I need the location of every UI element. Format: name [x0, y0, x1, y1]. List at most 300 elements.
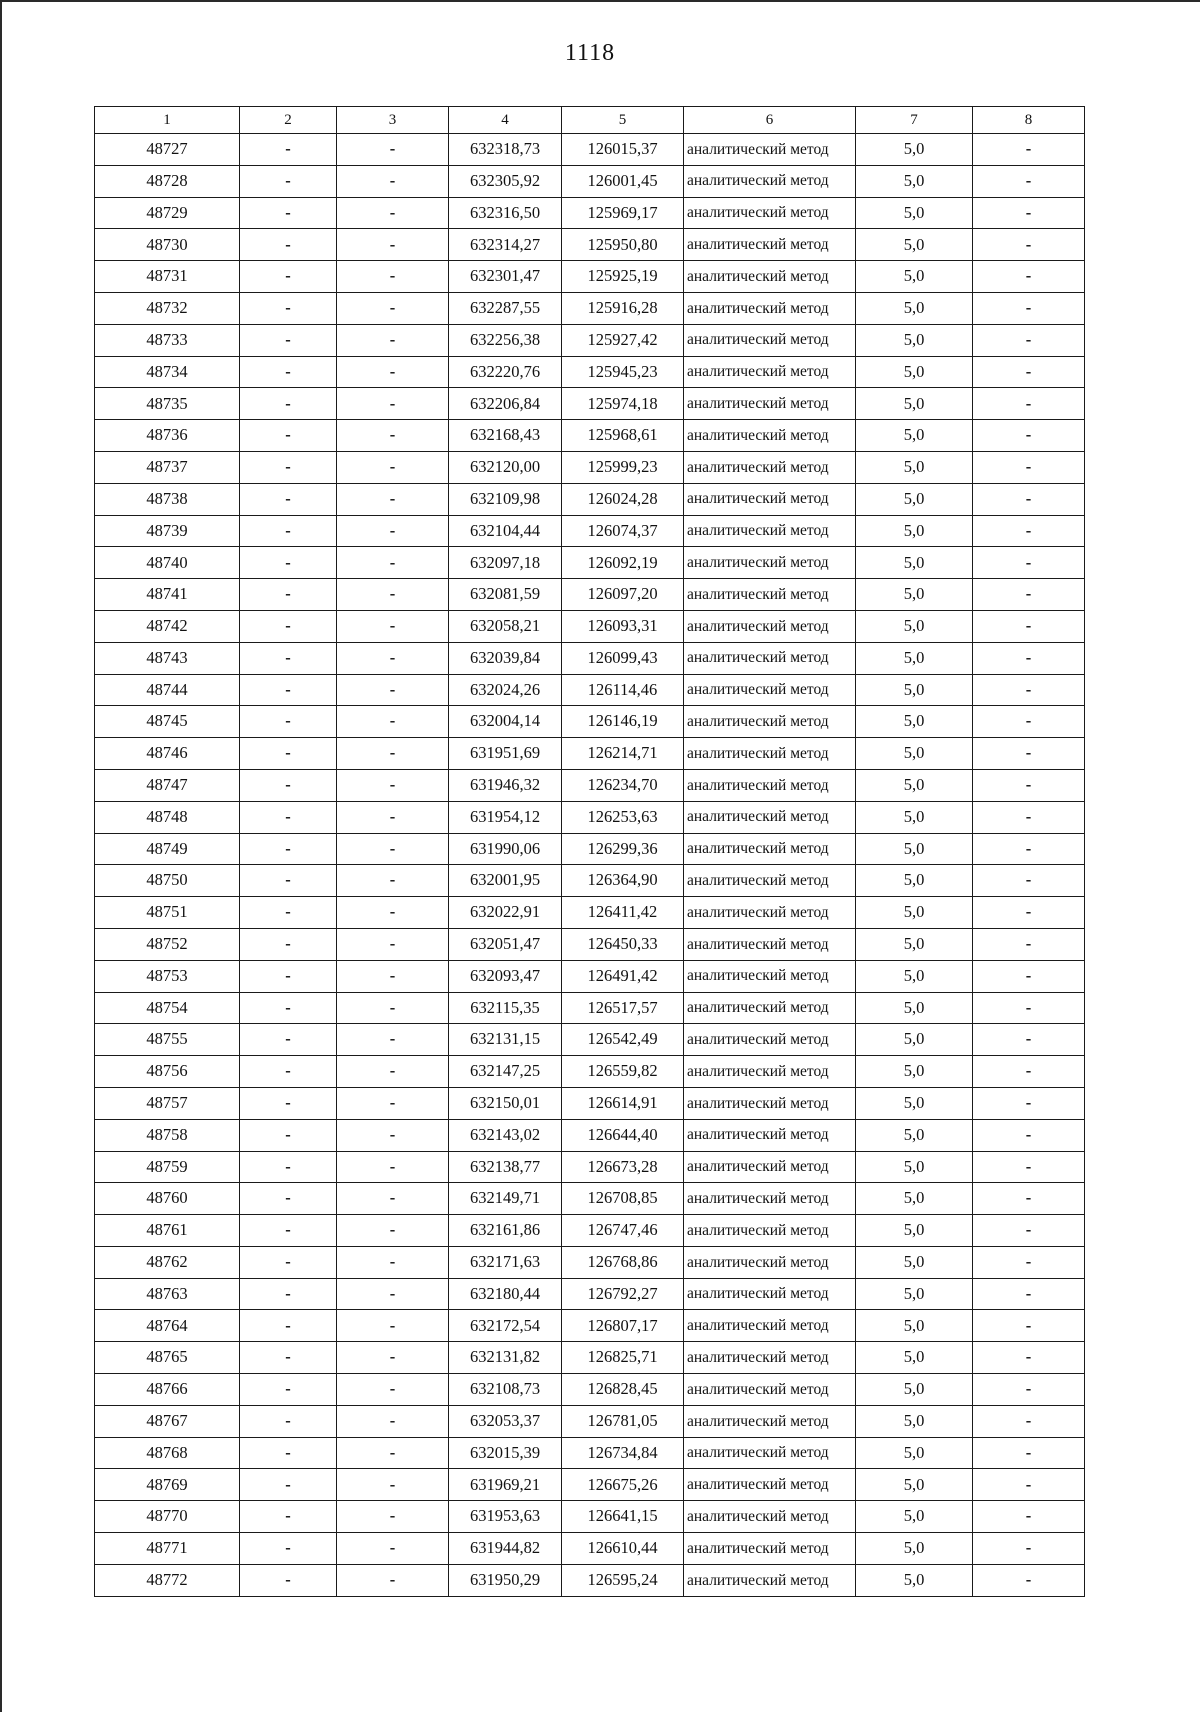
column-3-value: -	[337, 1564, 449, 1596]
column-2-value: -	[240, 1374, 337, 1406]
coordinate-y: 126517,57	[562, 992, 684, 1024]
method: аналитический метод	[684, 1437, 856, 1469]
coordinate-y: 126099,43	[562, 642, 684, 674]
point-number: 48772	[95, 1564, 240, 1596]
coordinate-y: 125999,23	[562, 451, 684, 483]
column-2-value: -	[240, 706, 337, 738]
point-number: 48750	[95, 865, 240, 897]
column-8-value: -	[973, 1024, 1085, 1056]
column-2-value: -	[240, 1437, 337, 1469]
accuracy: 5,0	[856, 642, 973, 674]
column-3-value: -	[337, 1533, 449, 1565]
column-header: 1	[95, 107, 240, 134]
point-number: 48738	[95, 483, 240, 515]
column-2-value: -	[240, 865, 337, 897]
coordinate-x: 632022,91	[449, 897, 562, 929]
coordinate-y: 125927,42	[562, 324, 684, 356]
table-row	[95, 579, 1085, 611]
column-3-value: -	[337, 579, 449, 611]
column-8-value: -	[973, 1278, 1085, 1310]
column-header: 6	[684, 107, 856, 134]
column-3-value: -	[337, 515, 449, 547]
table-row	[95, 356, 1085, 388]
column-header: 2	[240, 107, 337, 134]
coordinate-x: 632131,82	[449, 1342, 562, 1374]
column-2-value: -	[240, 1056, 337, 1088]
coordinate-x: 631954,12	[449, 801, 562, 833]
coordinate-y: 126542,49	[562, 1024, 684, 1056]
coordinate-y: 126146,19	[562, 706, 684, 738]
column-2-value: -	[240, 1087, 337, 1119]
method: аналитический метод	[684, 1215, 856, 1247]
accuracy: 5,0	[856, 1215, 973, 1247]
table-row	[95, 483, 1085, 515]
column-8-value: -	[973, 1183, 1085, 1215]
method: аналитический метод	[684, 547, 856, 579]
method: аналитический метод	[684, 928, 856, 960]
column-2-value: -	[240, 833, 337, 865]
coordinate-x: 632256,38	[449, 324, 562, 356]
column-2-value: -	[240, 960, 337, 992]
accuracy: 5,0	[856, 928, 973, 960]
column-8-value: -	[973, 197, 1085, 229]
column-2-value: -	[240, 451, 337, 483]
coordinate-y: 125916,28	[562, 292, 684, 324]
point-number: 48742	[95, 610, 240, 642]
coordinate-y: 126074,37	[562, 515, 684, 547]
coordinate-x: 632150,01	[449, 1087, 562, 1119]
coordinate-y: 126768,86	[562, 1246, 684, 1278]
point-number: 48741	[95, 579, 240, 611]
method: аналитический метод	[684, 1087, 856, 1119]
column-8-value: -	[973, 769, 1085, 801]
coordinate-x: 632097,18	[449, 547, 562, 579]
point-number: 48757	[95, 1087, 240, 1119]
accuracy: 5,0	[856, 674, 973, 706]
method: аналитический метод	[684, 1024, 856, 1056]
table-row	[95, 451, 1085, 483]
column-3-value: -	[337, 451, 449, 483]
table-row	[95, 1215, 1085, 1247]
column-8-value: -	[973, 610, 1085, 642]
coordinate-x: 631953,63	[449, 1501, 562, 1533]
column-3-value: -	[337, 1310, 449, 1342]
coordinate-x: 631951,69	[449, 738, 562, 770]
table-header-row	[95, 107, 1085, 134]
column-3-value: -	[337, 134, 449, 166]
accuracy: 5,0	[856, 1183, 973, 1215]
method: аналитический метод	[684, 960, 856, 992]
column-8-value: -	[973, 1087, 1085, 1119]
point-number: 48749	[95, 833, 240, 865]
column-8-value: -	[973, 324, 1085, 356]
column-2-value: -	[240, 197, 337, 229]
coordinate-x: 631944,82	[449, 1533, 562, 1565]
coordinate-y: 126559,82	[562, 1056, 684, 1088]
column-2-value: -	[240, 1564, 337, 1596]
column-3-value: -	[337, 769, 449, 801]
point-number: 48770	[95, 1501, 240, 1533]
table-row	[95, 292, 1085, 324]
column-header: 3	[337, 107, 449, 134]
column-8-value: -	[973, 292, 1085, 324]
table-row	[95, 134, 1085, 166]
column-8-value: -	[973, 579, 1085, 611]
table-row	[95, 928, 1085, 960]
coordinate-x: 632180,44	[449, 1278, 562, 1310]
column-3-value: -	[337, 356, 449, 388]
point-number: 48769	[95, 1469, 240, 1501]
point-number: 48766	[95, 1374, 240, 1406]
coordinates-table	[94, 106, 1085, 1597]
column-2-value: -	[240, 547, 337, 579]
table-row	[95, 801, 1085, 833]
accuracy: 5,0	[856, 992, 973, 1024]
accuracy: 5,0	[856, 1374, 973, 1406]
column-2-value: -	[240, 1501, 337, 1533]
coordinate-x: 632120,00	[449, 451, 562, 483]
column-2-value: -	[240, 769, 337, 801]
method: аналитический метод	[684, 992, 856, 1024]
table-row	[95, 769, 1085, 801]
accuracy: 5,0	[856, 1087, 973, 1119]
point-number: 48752	[95, 928, 240, 960]
table-row	[95, 706, 1085, 738]
column-3-value: -	[337, 642, 449, 674]
coordinate-x: 632287,55	[449, 292, 562, 324]
table-row	[95, 1246, 1085, 1278]
column-3-value: -	[337, 229, 449, 261]
column-3-value: -	[337, 483, 449, 515]
method: аналитический метод	[684, 420, 856, 452]
method: аналитический метод	[684, 483, 856, 515]
column-header: 8	[973, 107, 1085, 134]
coordinate-x: 632305,92	[449, 165, 562, 197]
column-8-value: -	[973, 674, 1085, 706]
column-2-value: -	[240, 1342, 337, 1374]
column-2-value: -	[240, 992, 337, 1024]
coordinate-x: 631950,29	[449, 1564, 562, 1596]
column-3-value: -	[337, 706, 449, 738]
point-number: 48731	[95, 261, 240, 293]
coordinate-y: 125969,17	[562, 197, 684, 229]
column-8-value: -	[973, 897, 1085, 929]
column-3-value: -	[337, 674, 449, 706]
column-8-value: -	[973, 1533, 1085, 1565]
coordinate-y: 126093,31	[562, 610, 684, 642]
column-2-value: -	[240, 1215, 337, 1247]
method: аналитический метод	[684, 261, 856, 293]
method: аналитический метод	[684, 738, 856, 770]
coordinate-y: 126825,71	[562, 1342, 684, 1374]
coordinate-y: 126614,91	[562, 1087, 684, 1119]
point-number: 48751	[95, 897, 240, 929]
accuracy: 5,0	[856, 1501, 973, 1533]
table-row	[95, 388, 1085, 420]
column-8-value: -	[973, 992, 1085, 1024]
point-number: 48739	[95, 515, 240, 547]
column-2-value: -	[240, 642, 337, 674]
method: аналитический метод	[684, 1405, 856, 1437]
column-2-value: -	[240, 420, 337, 452]
table-row	[95, 674, 1085, 706]
point-number: 48761	[95, 1215, 240, 1247]
coordinate-y: 126234,70	[562, 769, 684, 801]
column-2-value: -	[240, 1278, 337, 1310]
accuracy: 5,0	[856, 897, 973, 929]
column-8-value: -	[973, 1437, 1085, 1469]
column-3-value: -	[337, 324, 449, 356]
table-row	[95, 1501, 1085, 1533]
column-8-value: -	[973, 1564, 1085, 1596]
point-number: 48733	[95, 324, 240, 356]
column-8-value: -	[973, 483, 1085, 515]
accuracy: 5,0	[856, 1469, 973, 1501]
method: аналитический метод	[684, 356, 856, 388]
accuracy: 5,0	[856, 1405, 973, 1437]
page-border-top	[0, 0, 1200, 2]
coordinate-x: 632093,47	[449, 960, 562, 992]
column-2-value: -	[240, 674, 337, 706]
column-3-value: -	[337, 1405, 449, 1437]
column-8-value: -	[973, 420, 1085, 452]
point-number: 48759	[95, 1151, 240, 1183]
accuracy: 5,0	[856, 451, 973, 483]
column-3-value: -	[337, 1119, 449, 1151]
accuracy: 5,0	[856, 229, 973, 261]
table-row	[95, 642, 1085, 674]
accuracy: 5,0	[856, 292, 973, 324]
column-2-value: -	[240, 801, 337, 833]
table-row	[95, 515, 1085, 547]
point-number: 48771	[95, 1533, 240, 1565]
method: аналитический метод	[684, 388, 856, 420]
column-3-value: -	[337, 261, 449, 293]
point-number: 48746	[95, 738, 240, 770]
method: аналитический метод	[684, 451, 856, 483]
coordinate-y: 126644,40	[562, 1119, 684, 1151]
column-8-value: -	[973, 865, 1085, 897]
column-3-value: -	[337, 960, 449, 992]
column-8-value: -	[973, 1469, 1085, 1501]
coordinate-x: 632314,27	[449, 229, 562, 261]
column-2-value: -	[240, 483, 337, 515]
coordinate-y: 126491,42	[562, 960, 684, 992]
method: аналитический метод	[684, 134, 856, 166]
point-number: 48754	[95, 992, 240, 1024]
coordinate-x: 632081,59	[449, 579, 562, 611]
coordinate-y: 126747,46	[562, 1215, 684, 1247]
accuracy: 5,0	[856, 261, 973, 293]
coordinate-y: 125925,19	[562, 261, 684, 293]
table-row	[95, 547, 1085, 579]
method: аналитический метод	[684, 1310, 856, 1342]
accuracy: 5,0	[856, 1246, 973, 1278]
point-number: 48753	[95, 960, 240, 992]
point-number: 48763	[95, 1278, 240, 1310]
coordinate-y: 126595,24	[562, 1564, 684, 1596]
column-2-value: -	[240, 1469, 337, 1501]
column-3-value: -	[337, 928, 449, 960]
table-row	[95, 1437, 1085, 1469]
column-8-value: -	[973, 1215, 1085, 1247]
accuracy: 5,0	[856, 197, 973, 229]
column-3-value: -	[337, 1437, 449, 1469]
table-row	[95, 1087, 1085, 1119]
table-row	[95, 865, 1085, 897]
coordinate-y: 126015,37	[562, 134, 684, 166]
table-row	[95, 229, 1085, 261]
column-8-value: -	[973, 1151, 1085, 1183]
column-3-value: -	[337, 197, 449, 229]
method: аналитический метод	[684, 674, 856, 706]
accuracy: 5,0	[856, 165, 973, 197]
coordinate-y: 126734,84	[562, 1437, 684, 1469]
table-row	[95, 1342, 1085, 1374]
column-8-value: -	[973, 261, 1085, 293]
column-2-value: -	[240, 1405, 337, 1437]
table-row	[95, 738, 1085, 770]
method: аналитический метод	[684, 1564, 856, 1596]
coordinate-y: 126450,33	[562, 928, 684, 960]
column-8-value: -	[973, 642, 1085, 674]
coordinate-y: 126097,20	[562, 579, 684, 611]
coordinate-x: 632108,73	[449, 1374, 562, 1406]
method: аналитический метод	[684, 833, 856, 865]
accuracy: 5,0	[856, 515, 973, 547]
coordinate-y: 126092,19	[562, 547, 684, 579]
column-header: 5	[562, 107, 684, 134]
column-8-value: -	[973, 515, 1085, 547]
method: аналитический метод	[684, 1056, 856, 1088]
method: аналитический метод	[684, 1342, 856, 1374]
accuracy: 5,0	[856, 579, 973, 611]
table-row	[95, 420, 1085, 452]
column-3-value: -	[337, 865, 449, 897]
accuracy: 5,0	[856, 801, 973, 833]
column-3-value: -	[337, 897, 449, 929]
table-row	[95, 324, 1085, 356]
table-row	[95, 992, 1085, 1024]
point-number: 48728	[95, 165, 240, 197]
column-2-value: -	[240, 1024, 337, 1056]
column-8-value: -	[973, 451, 1085, 483]
column-2-value: -	[240, 1533, 337, 1565]
accuracy: 5,0	[856, 1533, 973, 1565]
point-number: 48760	[95, 1183, 240, 1215]
column-8-value: -	[973, 1501, 1085, 1533]
column-2-value: -	[240, 610, 337, 642]
coordinate-y: 126214,71	[562, 738, 684, 770]
column-8-value: -	[973, 1310, 1085, 1342]
coordinate-x: 632115,35	[449, 992, 562, 1024]
column-8-value: -	[973, 356, 1085, 388]
column-8-value: -	[973, 801, 1085, 833]
table-row	[95, 610, 1085, 642]
coordinate-x: 632172,54	[449, 1310, 562, 1342]
coordinate-x: 632131,15	[449, 1024, 562, 1056]
coordinate-y: 126641,15	[562, 1501, 684, 1533]
coordinate-y: 125974,18	[562, 388, 684, 420]
method: аналитический метод	[684, 865, 856, 897]
column-2-value: -	[240, 1151, 337, 1183]
column-8-value: -	[973, 738, 1085, 770]
accuracy: 5,0	[856, 1056, 973, 1088]
table-row	[95, 1405, 1085, 1437]
method: аналитический метод	[684, 165, 856, 197]
table-row	[95, 261, 1085, 293]
coordinate-x: 632147,25	[449, 1056, 562, 1088]
point-number: 48730	[95, 229, 240, 261]
column-8-value: -	[973, 1246, 1085, 1278]
point-number: 48737	[95, 451, 240, 483]
coordinate-y: 126792,27	[562, 1278, 684, 1310]
coordinate-x: 632001,95	[449, 865, 562, 897]
table-row	[95, 197, 1085, 229]
column-2-value: -	[240, 1119, 337, 1151]
point-number: 48743	[95, 642, 240, 674]
column-2-value: -	[240, 165, 337, 197]
coordinate-x: 632015,39	[449, 1437, 562, 1469]
column-2-value: -	[240, 388, 337, 420]
method: аналитический метод	[684, 515, 856, 547]
point-number: 48727	[95, 134, 240, 166]
point-number: 48734	[95, 356, 240, 388]
accuracy: 5,0	[856, 960, 973, 992]
column-3-value: -	[337, 1342, 449, 1374]
coordinate-x: 632051,47	[449, 928, 562, 960]
column-3-value: -	[337, 1087, 449, 1119]
accuracy: 5,0	[856, 1119, 973, 1151]
column-2-value: -	[240, 928, 337, 960]
column-2-value: -	[240, 738, 337, 770]
method: аналитический метод	[684, 1374, 856, 1406]
coordinate-x: 632053,37	[449, 1405, 562, 1437]
method: аналитический метод	[684, 324, 856, 356]
column-8-value: -	[973, 706, 1085, 738]
table-row	[95, 1056, 1085, 1088]
column-8-value: -	[973, 1374, 1085, 1406]
column-3-value: -	[337, 801, 449, 833]
coordinate-x: 632206,84	[449, 388, 562, 420]
column-3-value: -	[337, 292, 449, 324]
point-number: 48756	[95, 1056, 240, 1088]
table-row	[95, 1469, 1085, 1501]
column-3-value: -	[337, 388, 449, 420]
table-row	[95, 1024, 1085, 1056]
column-3-value: -	[337, 1024, 449, 1056]
method: аналитический метод	[684, 1183, 856, 1215]
coordinate-y: 125968,61	[562, 420, 684, 452]
accuracy: 5,0	[856, 356, 973, 388]
coordinate-y: 126708,85	[562, 1183, 684, 1215]
column-8-value: -	[973, 960, 1085, 992]
coordinate-y: 126673,28	[562, 1151, 684, 1183]
coordinate-x: 632138,77	[449, 1151, 562, 1183]
accuracy: 5,0	[856, 1151, 973, 1183]
accuracy: 5,0	[856, 388, 973, 420]
column-3-value: -	[337, 738, 449, 770]
table-row	[95, 1151, 1085, 1183]
point-number: 48767	[95, 1405, 240, 1437]
accuracy: 5,0	[856, 865, 973, 897]
coordinate-x: 631946,32	[449, 769, 562, 801]
column-2-value: -	[240, 356, 337, 388]
table-row	[95, 1310, 1085, 1342]
table-body	[95, 134, 1085, 1597]
method: аналитический метод	[684, 1278, 856, 1310]
coordinate-y: 126024,28	[562, 483, 684, 515]
